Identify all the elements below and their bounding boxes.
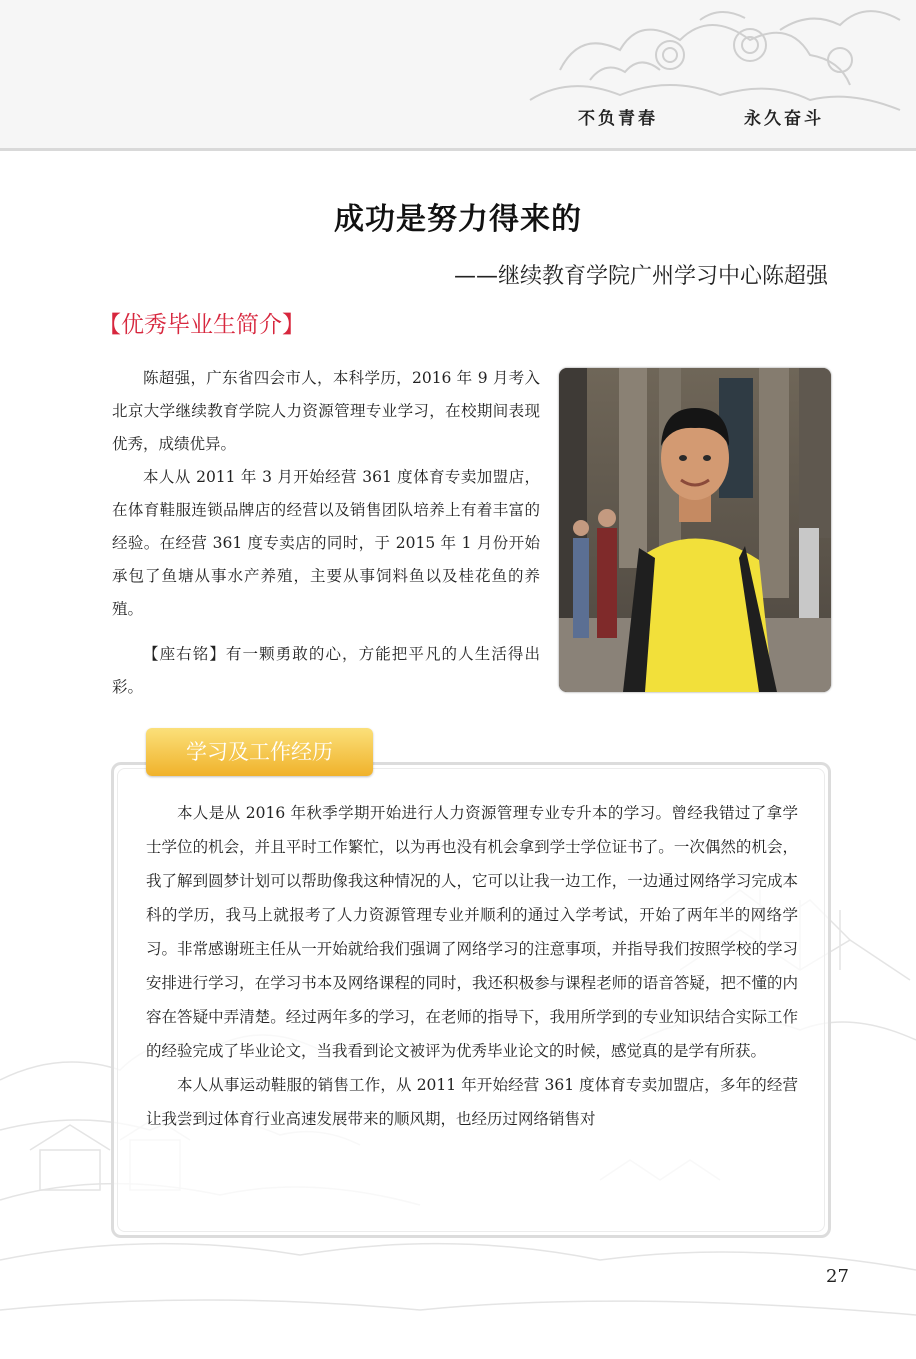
header-motto-left: 不负青春	[578, 109, 658, 129]
experience-section-tab: 学习及工作经历	[146, 728, 373, 776]
section-heading-graduate-intro: 【优秀毕业生简介】	[98, 312, 305, 338]
bio-text-block	[112, 362, 540, 704]
article-title: 成功是努力得来的	[334, 202, 582, 237]
experience-paragraph: 本人从事运动鞋服的销售工作，从 2011 年开始经营 361 度体育专卖加盟店，多年的经营让我尝到过体育行业高速发展带来的顺风期，也经历过网络销售对	[146, 1076, 798, 1128]
graduate-portrait-photo	[559, 368, 831, 692]
experience-paragraph: 本人是从 2016 年秋季学期开始进行人力资源管理专业专升本的学习。曾经我错过了拿学士学位的机会，并且平时工作繁忙，以为再也没有机会拿到学士学位证书了。一次偶然的机会，我了解到圆梦计划可以帮助像我这种情况的人，它可以让我一边工作，一边通过网络学习完成本科的学历，我马上就报考了人力资源管理专业并顺利的通过入学考试，开始了两年半的网络学习。非常感谢班主任从一开始就给我们强调了网络学习的注意事项，并指导我们按照学校的学习安排进行学习，在学习书本及网络课程的同时，我还积极参与课程老师的语音答疑，把不懂的内容在答疑中弄清楚。经过两年多的学习，在老师的指导下，我用所学到的专业知识结合实际工作的经验完成了毕业论文，当我看到论文被评为优秀毕业论文的时候，感觉真的是学有所获。	[146, 804, 798, 1060]
header-divider	[0, 148, 916, 151]
article-subtitle: ——继续教育学院广州学习中心陈超强	[453, 264, 828, 289]
bio-paragraph: 本人从 2011 年 3 月开始经营 361 度体育专卖加盟店，在体育鞋服连锁品牌店的经营以及销售团队培养上有着丰富的经验。在经营 361 度专卖店的同时，于 2015 年 1 月份开始承包了鱼塘从事水产养殖，主要从事饲料鱼以及桂花鱼的养殖。	[112, 468, 540, 618]
header-motto-right: 永久奋斗	[744, 109, 824, 129]
bio-paragraph: 陈超强，广东省四会市人，本科学历，2016 年 9 月考入北京大学继续教育学院人力资源管理专业学习，在校期间表现优秀，成绩优异。	[112, 369, 540, 453]
page-number: 27	[826, 1266, 849, 1287]
motto-paragraph: 【座右铭】有一颗勇敢的心，方能把平凡的人生活得出彩。	[112, 645, 540, 696]
experience-text-block	[146, 796, 798, 1136]
